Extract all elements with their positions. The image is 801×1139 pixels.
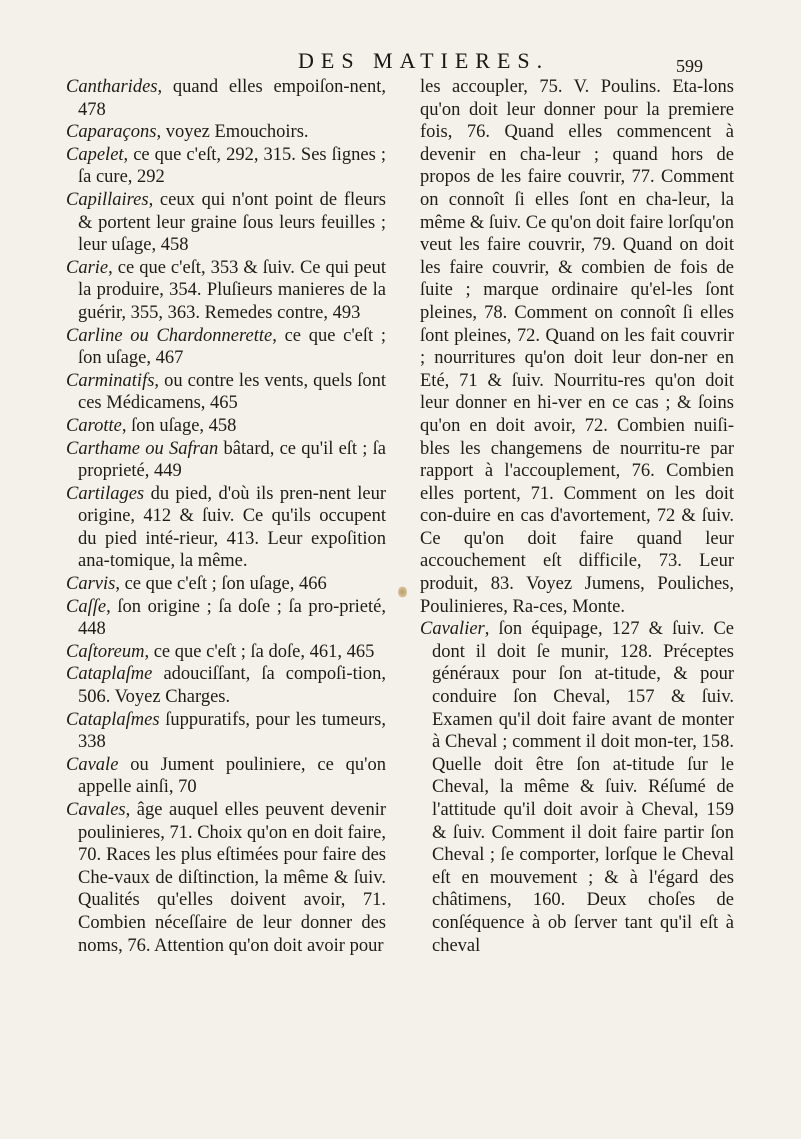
index-entry bbox=[66, 76, 386, 121]
entry-heading: Caparaçons bbox=[66, 122, 157, 143]
entry-heading: Caſtoreum bbox=[66, 641, 145, 662]
entry-text: ſuppuratifs, pour les tumeurs, 338 bbox=[78, 709, 386, 753]
entry-text: ou Jument pouliniere, ce qu'on appelle ainſi, 70 bbox=[78, 754, 386, 798]
running-header bbox=[0, 48, 801, 78]
index-entry bbox=[66, 121, 386, 144]
index-column-left bbox=[66, 76, 386, 957]
entry-heading: Cavales bbox=[66, 800, 126, 820]
entry-text: , ſon équipage, 127 & ſuiv. Ce dont il doit ſe munir, 128. Préceptes généraux pour ſon at-titude, & pour conduire ſon Cheval, 157 & ſuiv. Examen qu'il doit faire avant de monter à Cheval ; comment il doit mon-ter, 158. Quelle doit être ſon at-titude ſur le Cheval, la même & ſuiv. Réſumé de l'attitude qu'il doit avoir à Cheval, 159 & ſuiv. Comment il doit faire partir ſon Cheval ; ſe comporter, lorſque le Cheval eſt en mouvement ; & à l'égard des châtimens, 160. Deux choſes de conſéquence à ob ſerver tant qu'il eſt à cheval bbox=[432, 619, 734, 956]
entry-text: , quand elles empoiſon-nent, 478 bbox=[78, 77, 386, 120]
index-entry bbox=[66, 573, 386, 596]
entry-text: , ceux qui n'ont point de fleurs & portent leur graine ſous leurs feuilles ; leur uſage, 458 bbox=[78, 189, 386, 256]
index-entry bbox=[66, 257, 386, 325]
index-entry bbox=[420, 618, 734, 957]
entry-heading: Carvis bbox=[66, 574, 116, 595]
entry-text: , ce que c'eſt ; ſon uſage, 467 bbox=[78, 325, 387, 369]
index-entry bbox=[66, 596, 386, 641]
entry-heading: Capelet bbox=[66, 144, 124, 165]
entry-text: , voyez Emouchoirs. bbox=[156, 122, 309, 143]
entry-text: les accoupler, 75. V. Poulins. Eta-lons qu'on doit leur donner pour la premiere fois, 76. Quand elles commencent à devenir en cha-leur ; quand hors de propos de les faire couvrir, 77. Comment on connoît ſi elles ſont en cha-leur, la même & ſuiv. Ce qu'on doit faire lorſqu'on veut les faire couvrir, 79. Quand on doit les faire couvrir, & combien de fois de ſuite ; marque ordinaire qu'el-les ſont pleines, 78. Comment on connoît ſi elles ſont pleines, 72. Quand on les fait couvrir ; nourritures qu'on doit leur don-ner en Eté, 71 & ſuiv. Nourritu-res qu'on doit leur donner en hi-ver en ce cas ; & ſoins qu'on en doit avoir, 72. Combien nuiſi-bles les changemens de nourritu-re par rapport à l'accouplement, 76. Combien elles portent, 71. Comment on les doit con-duire en cas d'avortement, 72 & ſuiv. Ce qu'on doit faire quand leur accouchement eſt difficile, 73. Leur produit, 83. Voyez Jumens, Pouliches, Poulinieres, Ra-ces, Monte. bbox=[420, 77, 734, 617]
index-entry bbox=[66, 415, 386, 438]
index-entry bbox=[66, 325, 386, 370]
entry-text: adouciſſant, ſa compoſi-tion, 506. Voyez Charges. bbox=[78, 664, 386, 708]
entry-heading: Cavalier bbox=[420, 619, 485, 640]
index-entry bbox=[66, 370, 386, 415]
index-entry bbox=[66, 641, 386, 664]
index-entry bbox=[66, 754, 386, 799]
index-entry bbox=[420, 76, 734, 618]
entry-heading: Carthame ou Safran bbox=[66, 438, 219, 459]
entry-heading: Cantharides bbox=[66, 77, 158, 97]
entry-text: bâtard, ce qu'il eſt ; ſa proprieté, 449 bbox=[78, 438, 386, 482]
entry-heading: Carline ou Chardonnerette bbox=[66, 325, 273, 346]
index-entry bbox=[66, 144, 386, 189]
index-column-right bbox=[420, 76, 734, 957]
index-entry bbox=[66, 799, 386, 957]
entry-text: , ce que c'eſt, 292, 315. Ses ſignes ; ſa cure, 292 bbox=[78, 144, 386, 188]
index-entry bbox=[66, 663, 386, 708]
entry-text: , ſon origine ; ſa doſe ; ſa pro-prieté, 448 bbox=[78, 596, 386, 640]
entry-heading: Cartilages bbox=[66, 483, 145, 504]
entry-heading: Cavale bbox=[66, 754, 119, 775]
entry-text: , ſon uſage, 458 bbox=[121, 415, 237, 436]
page-number: 599 bbox=[676, 56, 703, 76]
index-entry bbox=[66, 189, 386, 257]
entry-text: , ce que c'eſt ; ſa doſe, 461, 465 bbox=[144, 641, 375, 662]
entry-heading: Carotte bbox=[66, 415, 122, 436]
entry-heading: Capillaires bbox=[66, 189, 149, 210]
entry-heading: Caſſe bbox=[66, 596, 107, 617]
entry-text: , ou contre les vents, quels ſont ces Médicamens, 465 bbox=[78, 370, 386, 414]
entry-text: du pied, d'où ils pren-nent leur origine, 412 & ſuiv. Ce qu'ils occupent du pied inté-rieur, 413. Leur expoſition ana-tomique, la même. bbox=[78, 483, 386, 572]
entry-text: , ce que c'eſt ; ſon uſage, 466 bbox=[115, 574, 327, 595]
paper-stain bbox=[398, 586, 407, 598]
entry-heading: Cataplaſme bbox=[66, 664, 153, 685]
entry-heading: Carminatifs bbox=[66, 370, 155, 391]
index-entry bbox=[66, 438, 386, 483]
index-entry bbox=[66, 483, 386, 573]
entry-heading: Cataplaſmes bbox=[66, 709, 160, 730]
header-title: DES MATIERES. bbox=[298, 48, 550, 73]
entry-text: , âge auquel elles peuvent devenir poulinieres, 71. Choix qu'on en doit faire, 70. Races les plus eſtimées pour faire des Che-vaux de diſtinction, la même & ſuiv. Qualités qu'elles doivent avoir, 71. Combien néceſſaire de leur donner des noms, 76. Attention qu'on doit avoir pour bbox=[78, 800, 387, 956]
entry-text: , ce que c'eſt, 353 & ſuiv. Ce qui peut la produire, 354. Pluſieurs manieres de la guérir, 355, 363. Remedes contre, 493 bbox=[78, 257, 386, 323]
index-entry bbox=[66, 709, 386, 754]
entry-heading: Carie bbox=[66, 257, 109, 278]
